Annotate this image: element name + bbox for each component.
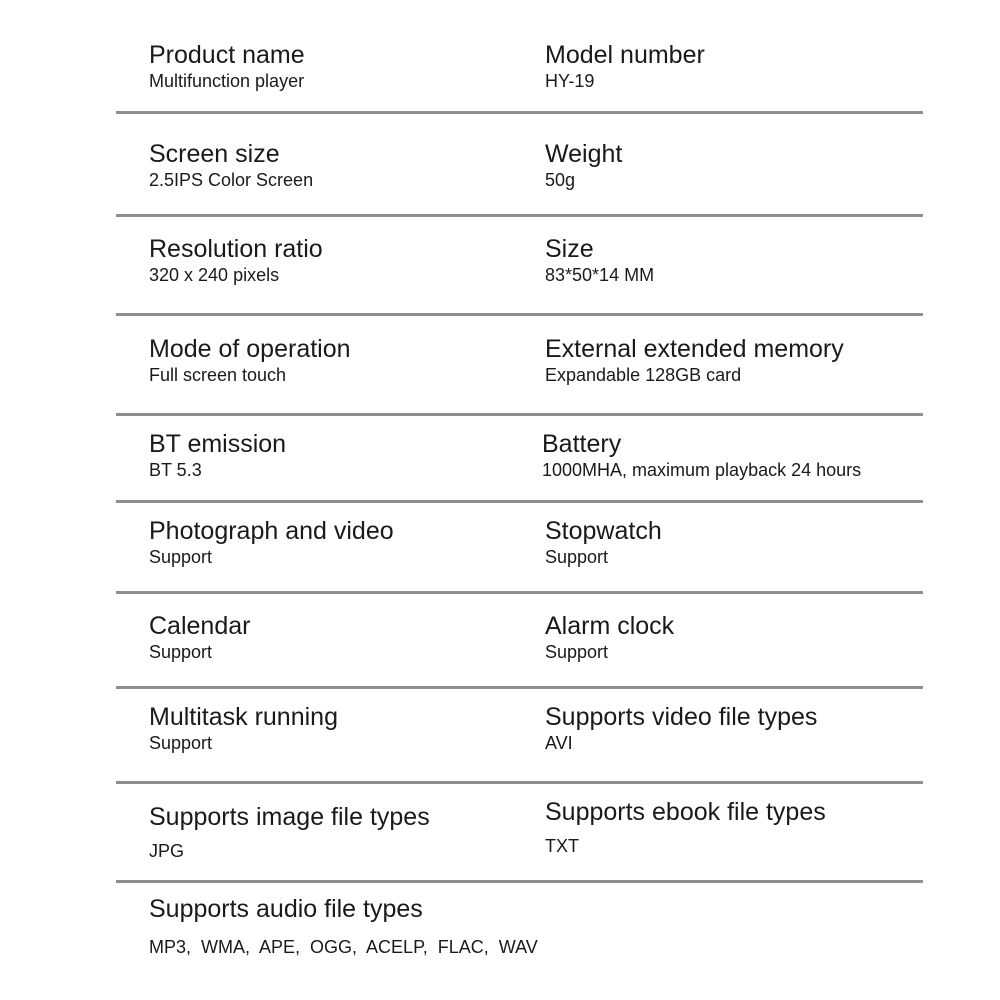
spec-value: Multifunction player [149, 71, 305, 91]
spec-resolution-ratio [149, 234, 323, 286]
spec-product-name [149, 40, 305, 92]
spec-value: Support [545, 642, 609, 662]
row-divider [116, 214, 923, 217]
row-divider [116, 413, 923, 416]
spec-label: External extended memory [545, 335, 844, 363]
row-divider [116, 880, 923, 883]
spec-label: Supports audio file types [149, 895, 423, 923]
spec-value: 320 x 240 pixels [149, 265, 280, 285]
row-divider [116, 111, 923, 114]
spec-mode-of-operation [149, 334, 351, 386]
spec-model-number [545, 40, 705, 92]
spec-label: Weight [545, 140, 623, 168]
spec-label: Photograph and video [149, 517, 394, 545]
spec-stopwatch [545, 516, 662, 568]
spec-audio-file-types [149, 894, 538, 958]
spec-multitask-running [149, 702, 338, 754]
spec-size [545, 234, 654, 286]
spec-value: Expandable 128GB card [545, 365, 742, 385]
spec-label: Supports video file types [545, 703, 818, 731]
spec-calendar [149, 611, 250, 663]
spec-weight [545, 139, 622, 191]
spec-label: Size [545, 235, 594, 263]
spec-value: 50g [545, 170, 576, 190]
row-divider [116, 781, 923, 784]
row-divider [116, 500, 923, 503]
spec-label: Mode of operation [149, 335, 351, 363]
spec-label: Calendar [149, 612, 251, 640]
spec-value: 83*50*14 MM [545, 265, 655, 285]
spec-value: BT 5.3 [149, 460, 202, 480]
row-divider [116, 313, 923, 316]
spec-value: AVI [545, 733, 573, 753]
spec-label: Battery [542, 430, 622, 458]
row-divider [116, 591, 923, 594]
spec-label: Resolution ratio [149, 235, 323, 263]
spec-photograph-video [149, 516, 394, 568]
row-divider [116, 686, 923, 689]
spec-value: 1000MHA, maximum playback 24 hours [542, 460, 862, 480]
spec-value: Support [149, 547, 213, 567]
spec-ebook-file-types [545, 797, 826, 857]
spec-label: Alarm clock [545, 612, 675, 640]
spec-video-file-types [545, 702, 817, 754]
spec-value: Support [149, 642, 213, 662]
spec-value: Support [545, 547, 609, 567]
spec-label: Multitask running [149, 703, 338, 731]
spec-image-file-types [149, 802, 430, 862]
spec-value: Full screen touch [149, 365, 287, 385]
spec-alarm-clock [545, 611, 674, 663]
spec-value: 2.5IPS Color Screen [149, 170, 314, 190]
spec-value: TXT [545, 836, 579, 856]
spec-bt-emission [149, 429, 286, 481]
spec-label: Supports image file types [149, 803, 430, 831]
spec-label: Supports ebook file types [545, 798, 826, 826]
spec-value: Support [149, 733, 213, 753]
spec-external-memory [545, 334, 844, 386]
spec-screen-size [149, 139, 313, 191]
spec-battery [542, 429, 861, 481]
spec-label: BT emission [149, 430, 287, 458]
spec-value: JPG [149, 841, 185, 861]
spec-value: MP3, WMA, APE, OGG, ACELP, FLAC, WAV [149, 937, 538, 957]
spec-label: Stopwatch [545, 517, 662, 545]
spec-label: Screen size [149, 140, 280, 168]
spec-label: Product name [149, 41, 305, 69]
spec-value: HY-19 [545, 71, 595, 91]
spec-label: Model number [545, 41, 705, 69]
